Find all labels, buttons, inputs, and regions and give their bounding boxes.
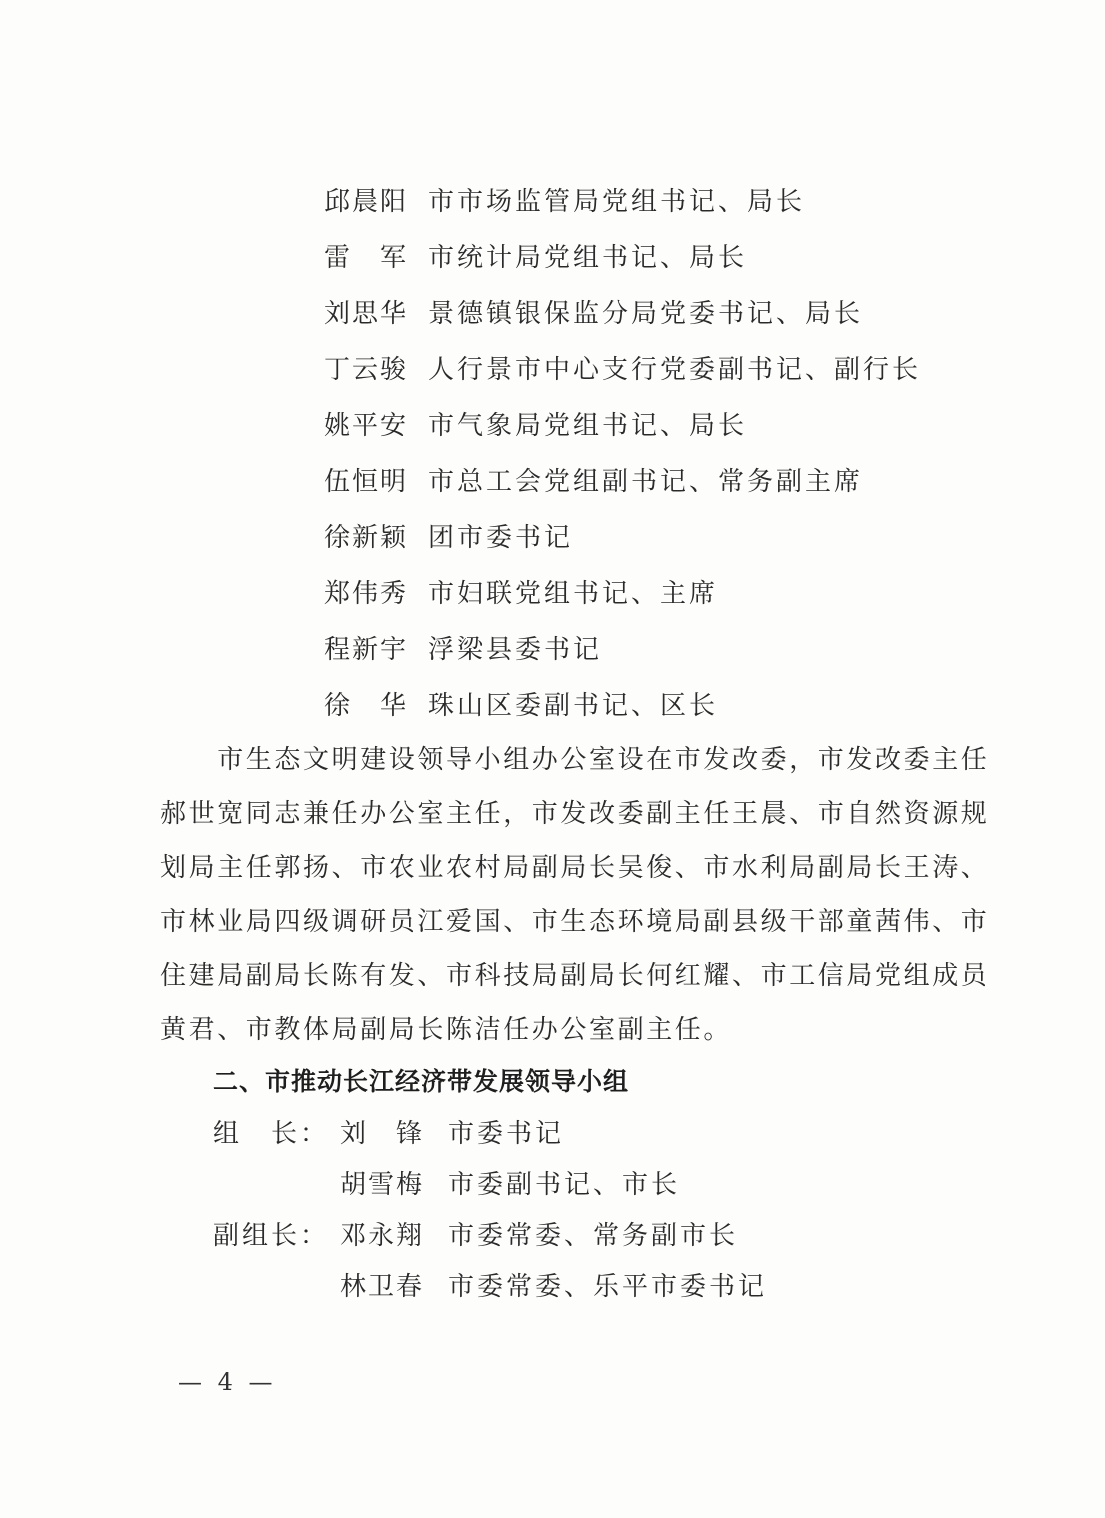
member-name: 姚平安: [324, 411, 409, 441]
member-title: 市市场监管局党组书记、局长: [428, 187, 806, 217]
paragraph-line: 市生态文明建设领导小组办公室设在市发改委，市发改委主任: [160, 745, 990, 775]
paragraph-line: 市林业局四级调研员江爱国、市生态环境局副县级干部童茜伟、市: [160, 907, 990, 937]
leader-role: 组 长：: [213, 1119, 330, 1149]
member-title: 珠山区委副书记、区长: [428, 691, 719, 721]
paragraph-line: 黄君、市教体局副局长陈洁任办公室副主任。: [160, 1015, 733, 1045]
leader-title: 市委副书记、市长: [448, 1170, 681, 1200]
office-paragraph: [160, 733, 990, 1057]
member-row: [324, 462, 863, 502]
leader-name: 刘 锋: [340, 1119, 425, 1149]
paragraph-line: 划局主任郭扬、市农业农村局副局长吴俊、市水利局副局长王涛、: [160, 853, 990, 883]
member-name: 徐 华: [324, 691, 409, 721]
leader-role: 副组长：: [213, 1221, 330, 1251]
member-title: 团市委书记: [428, 523, 574, 553]
leader-name: 邓永翔: [340, 1221, 425, 1251]
member-name: 丁云骏: [324, 355, 409, 385]
member-row: [324, 518, 573, 558]
member-name: 郑伟秀: [324, 579, 409, 609]
member-title: 市妇联党组书记、主席: [428, 579, 719, 609]
leader-title: 市委常委、乐平市委书记: [448, 1272, 768, 1302]
leader-row: [0, 1216, 1105, 1256]
leader-title: 市委常委、常务副市长: [448, 1221, 739, 1251]
page-number: — 4 —: [178, 1368, 277, 1396]
leader-name: 林卫春: [340, 1272, 425, 1302]
member-row: [324, 406, 747, 446]
leader-title: 市委书记: [448, 1119, 565, 1149]
member-name: 伍恒明: [324, 467, 409, 497]
section-heading: 二、市推动长江经济带发展领导小组: [213, 1067, 630, 1096]
member-title: 市统计局党组书记、局长: [428, 243, 748, 273]
member-name: 程新宇: [324, 635, 409, 665]
member-row: [324, 294, 863, 334]
member-row: [324, 238, 747, 278]
member-title: 景德镇银保监分局党委书记、局长: [428, 299, 864, 329]
member-name: 徐新颖: [324, 523, 409, 553]
member-title: 市气象局党组书记、局长: [428, 411, 748, 441]
member-row: [324, 182, 805, 222]
member-name: 刘思华: [324, 299, 409, 329]
paragraph-line: 郝世宽同志兼任办公室主任，市发改委副主任王晨、市自然资源规: [160, 799, 990, 829]
member-title: 人行景市中心支行党委副书记、副行长: [428, 355, 922, 385]
member-row: [324, 630, 602, 670]
member-title: 浮梁县委书记: [428, 635, 603, 665]
leader-row: [0, 1114, 1105, 1154]
member-row: [324, 686, 718, 726]
member-row: [324, 574, 718, 614]
leader-name: 胡雪梅: [340, 1170, 425, 1200]
member-row: [324, 350, 921, 390]
leader-row: [0, 1165, 1105, 1205]
paragraph-line: 住建局副局长陈有发、市科技局副局长何红耀、市工信局党组成员: [160, 961, 990, 991]
leader-row: [0, 1267, 1105, 1307]
member-name: 邱晨阳: [324, 187, 409, 217]
member-name: 雷 军: [324, 243, 409, 273]
member-title: 市总工会党组副书记、常务副主席: [428, 467, 864, 497]
